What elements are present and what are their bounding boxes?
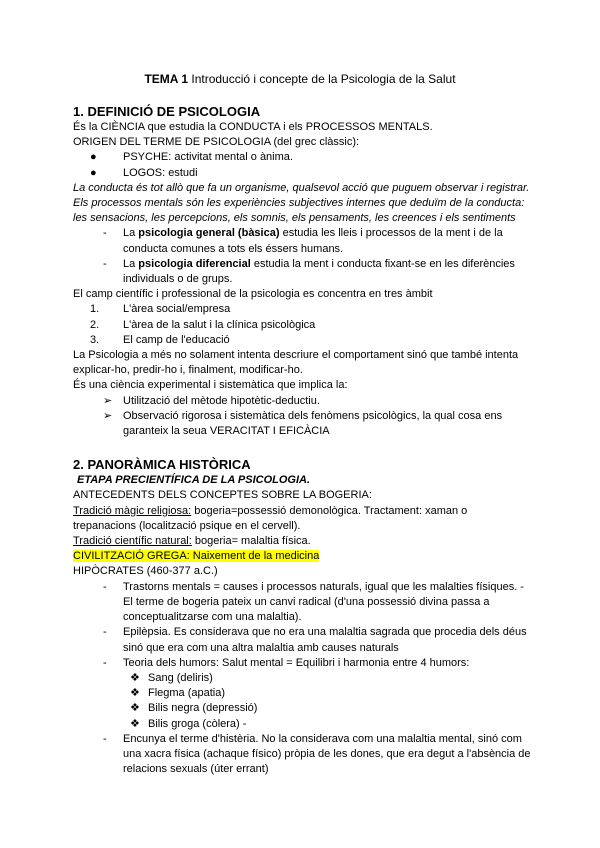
- diamond-icon: ❖: [130, 687, 140, 700]
- document-body: [73, 104, 533, 777]
- conducta-definition: La conducta és tot allò que fa un organisme, qualsevol acció que puguem observar i registrar.: [73, 181, 530, 194]
- list-item: ➢ Utilització del mètode hipotètic-deductiu.: [73, 394, 533, 409]
- list-number: 2.: [90, 318, 100, 331]
- histeria-list: [73, 732, 533, 778]
- diamond-icon: ❖: [130, 717, 140, 730]
- list-item: ● PSYCHE: activitat mental o ànima.: [73, 150, 533, 165]
- arrow-icon: ➢: [103, 409, 113, 422]
- subheading: ETAPA PRECIENTÍFICA DE LA PSICOLOGIA.: [77, 474, 311, 487]
- camp-text: El camp científic i professional de la psicologia es concentra en tres àmbit: [73, 288, 433, 301]
- definition: És la CIÈNCIA que estudia la CONDUCTA i els PROCESSOS MENTALS.: [73, 121, 433, 133]
- list-item: ❖ Sang (deliris): [73, 671, 533, 686]
- list-number: 3.: [90, 333, 100, 346]
- document-title: [0, 72, 600, 86]
- diamond-icon: ❖: [130, 671, 140, 684]
- list-item: ❖ Bilis negra (depressió): [73, 701, 533, 716]
- list-item: 3. El camp de l'educació: [73, 333, 533, 348]
- processos-definition: Els processos mentals són les experiències subjectives internes que deduïm de la conducta: les sensacions, les percepcions, els somnis, els pensaments, les creences i els sentiments: [73, 197, 525, 225]
- method-list: [73, 394, 533, 440]
- list-item: ● LOGOS: estudi: [73, 166, 533, 181]
- origin-list: [73, 150, 533, 180]
- antecedents: ANTECEDENTS DELS CONCEPTES SOBRE LA BOGERIA:: [73, 489, 372, 502]
- civilization-heading: CIVILITZACIÓ GREGA: Naixement de la medicina: [73, 550, 320, 563]
- dash-icon: -: [103, 257, 107, 270]
- paragraph-psicologia: La Psicologia a més no solament intenta descriure el comportament sinó que també intenta explicar-ho, predir-ho i, finalment, modificar-ho.: [73, 349, 519, 377]
- dash-icon: -: [103, 732, 107, 745]
- section-1-heading: 1. DEFINICIÓ DE PSICOLOGIA: [73, 104, 261, 119]
- psychology-types-list: [73, 226, 533, 287]
- list-item: ➢ Observació rigorosa i sistemàtica dels fenòmens psicològics, la qual cosa ens garanteix la seua VERACITAT I EFICÀCIA: [73, 409, 533, 439]
- list-item: ❖ Flegma (apatia): [73, 686, 533, 701]
- dash-icon: -: [103, 227, 107, 240]
- dash-icon: -: [103, 656, 107, 669]
- origin: ORIGEN DEL TERME DE PSICOLOGIA (del grec clàssic):: [73, 136, 360, 149]
- arrow-icon: ➢: [103, 394, 113, 407]
- humors-list: [73, 671, 533, 732]
- hipocrates: HIPÒCRATES (460-377 a.C.): [73, 565, 218, 578]
- dash-icon: -: [103, 580, 107, 593]
- list-item: - Teoria dels humors: Salut mental = Equilibri i harmonia entre 4 humors:: [73, 656, 533, 671]
- bullet-icon: ●: [90, 151, 97, 164]
- paragraph-ciencia: És una ciència experimental i sistemàtica que implica la:: [73, 379, 348, 392]
- bullet-icon: ●: [90, 166, 97, 179]
- tradition-magic: Tradició màgic religiosa: bogeria=possessió demonològica. Tractament: xaman o trepanacions (localització psique en el cervell).: [73, 504, 468, 532]
- list-item: ❖ Bilis groga (còlera) -: [73, 717, 533, 732]
- list-number: 1.: [90, 303, 100, 316]
- list-item: - La psicologia diferencial estudia la ment i conducta fixant-se en les diferències individuals o de grups.: [73, 257, 533, 287]
- dash-icon: -: [103, 626, 107, 639]
- diamond-icon: ❖: [130, 702, 140, 715]
- hipocrates-list: [73, 580, 533, 671]
- list-item: - Encunya el terme d'histèria. No la considerava com una malaltia mental, sinó com una xacra física (achaque físico) pròpia de les dones, que era degut a l'absència de relacions sexuals (úter errant): [73, 732, 533, 778]
- list-item: 2. L'àrea de la salut i la clínica psicològica: [73, 318, 533, 333]
- list-item: - Trastorns mentals = causes i processos naturals, igual que les malalties físiques. - El terme de bogeria pateix un canvi radical (d'una possessió divina passa a conceptualitzarse com una malaltia).: [73, 580, 533, 626]
- section-2-heading: 2. PANORÀMICA HISTÒRICA: [73, 457, 251, 473]
- list-item: - Epilèpsia. Es considerava que no era una malaltia sagrada que procedia dels déus sinó que era com una altra malaltia amb causes naturals: [73, 625, 533, 655]
- list-item: - La psicologia general (bàsica) estudia les lleis i processos de la ment i de la conducta comunes a tots els éssers humans.: [73, 226, 533, 256]
- title-rest: Introducció i concepte de la Psicologia de la Salut: [188, 72, 456, 86]
- title-bold: TEMA 1: [144, 72, 189, 86]
- areas-list: [73, 302, 533, 348]
- tradition-scientific: Tradició científic natural: bogeria= malaltia física.: [73, 535, 311, 548]
- list-item: 1. L'àrea social/empresa: [73, 302, 533, 317]
